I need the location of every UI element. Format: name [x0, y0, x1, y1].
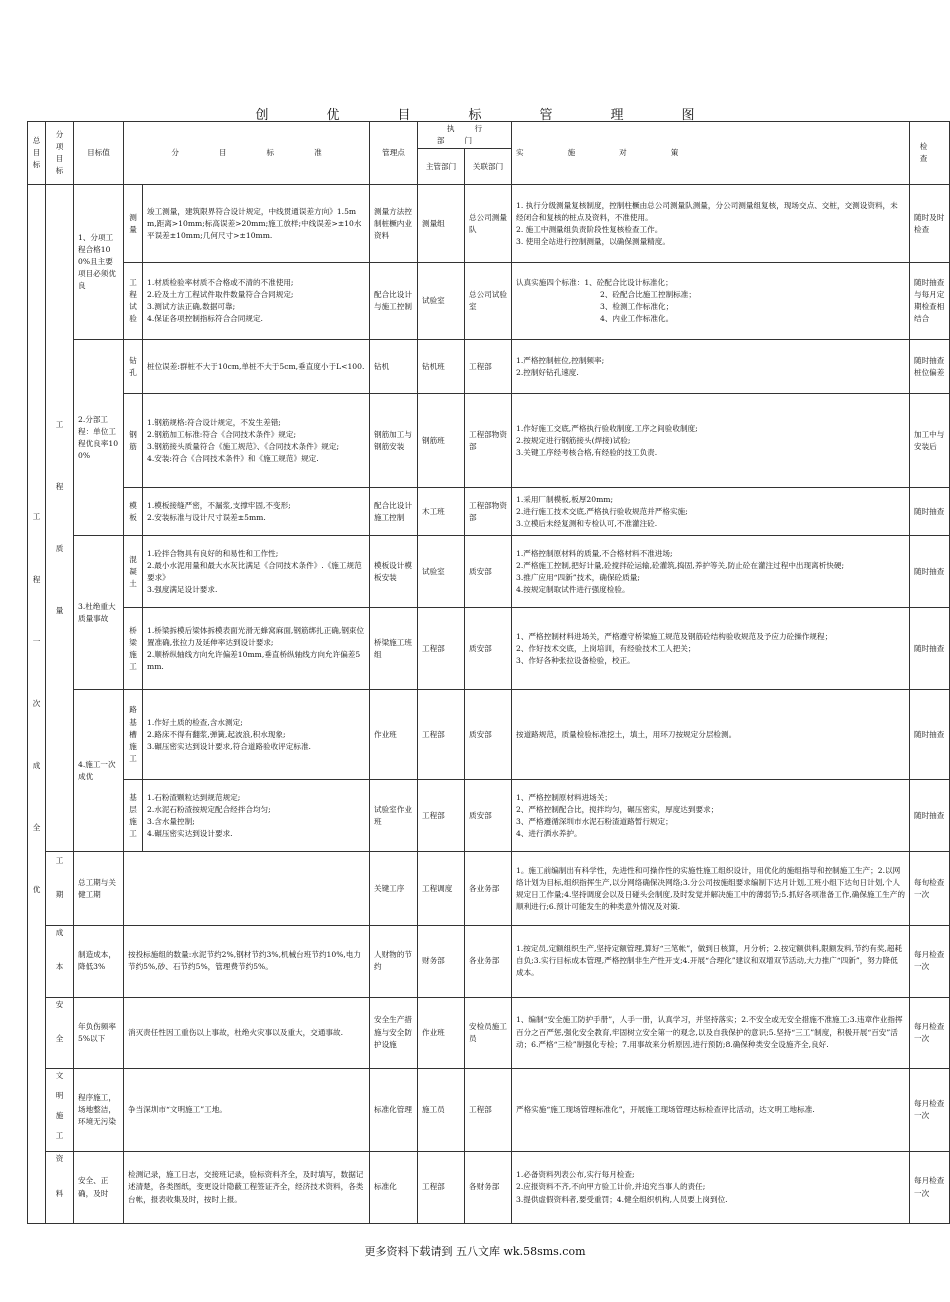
check-cell: 每月检查一次: [910, 1152, 950, 1223]
related-dept-cell: 质安部: [465, 690, 512, 780]
standard-cell: [143, 536, 370, 608]
text-line: 3.关键工序经考核合格,有经验的技工负责.: [516, 447, 658, 457]
related-dept-cell: 工程部物资部: [465, 488, 512, 536]
text-line: 3.提供虚假资料者,要受重罚；4.健全组织机构,人员要上岗到位.: [516, 1194, 728, 1204]
text-line: 3.碾压密实达到设计要求,符合道路验收评定标准.: [147, 741, 311, 751]
main-dept-cell: 作业班: [418, 997, 465, 1068]
measures-cell: [512, 780, 910, 852]
table-row: [28, 997, 950, 1068]
measures-cell: [512, 690, 910, 780]
text-line: 认真实施四个标准：1、砼配合比设计标准化；: [516, 278, 673, 287]
text-line: 1.砼拌合物具有良好的和易性和工作性;: [147, 548, 279, 558]
header-sub-goal: 分 项 目 标: [46, 122, 74, 185]
measures-cell: [512, 608, 910, 690]
text-line: 3.含水量控制;: [147, 816, 195, 826]
sub-goal-cell: 成 本: [46, 926, 74, 997]
table-row: [28, 608, 950, 690]
text-line: 4.安装:符合《合同技术条件》和《施工规范》规定.: [147, 453, 319, 463]
header-related-dept: 关联部门: [465, 149, 512, 185]
check-cell: 随时抽查: [910, 780, 950, 852]
text-line: 4.保证各项控制指标符合合同规定.: [147, 314, 263, 324]
table-row: [28, 536, 950, 608]
item-cell: 基 层 施 工: [124, 780, 143, 852]
measures-cell: [512, 185, 910, 263]
text-line: 2.控制好钻孔速度.: [516, 367, 579, 377]
sub-goal-cell: 资 料: [46, 1152, 74, 1223]
main-dept-cell: 工程部: [418, 780, 465, 852]
text-line: 2.顺桥纵轴线方向允许偏差10mm,垂直桥纵轴线方向允许偏差5mm.: [147, 649, 361, 671]
table-row: [28, 1068, 950, 1152]
related-dept-cell: 总公司试验室: [465, 263, 512, 340]
standard-cell: [143, 340, 370, 394]
measures-cell: [512, 852, 910, 926]
main-dept-cell: 木工班: [418, 488, 465, 536]
measures-cell: [512, 926, 910, 997]
table-row: [28, 926, 950, 997]
standard-cell: [143, 690, 370, 780]
text-line: 竣工测量，建筑限界符合设计规定，中线贯通误差方向》1.5mm,距离>10mm;标高误差>20mm;施工放样;中线误差>±10水平误差±10mm;几何尺寸>±10mm.: [147, 206, 362, 240]
check-cell: 每月检查一次: [910, 997, 950, 1068]
measures-cell: [512, 340, 910, 394]
control-point-cell: 钻机: [370, 340, 418, 394]
item-cell: 工 程 试 验: [124, 263, 143, 340]
control-point-cell: 关键工序: [370, 852, 418, 926]
table-row: [28, 1152, 950, 1223]
check-cell: 随时抽查: [910, 608, 950, 690]
text-line: 1.按定员,定额组织生产,坚持定额管理,算好“三笔帐”，做到日核算，月分析；2.按定额供料,限额发料,节约有奖,超耗自负;3.实行目标成本管理,严格控制非生产性开支;4.开展“合理化”建议和双增双节活动,大力推广“四新”，努力降低成本。: [516, 944, 903, 978]
target-value-cell: 1、分项工程合格100%且主要项目必须优良: [74, 185, 124, 340]
table-row: [28, 263, 950, 340]
check-cell: 每月检查一次: [910, 926, 950, 997]
main-dept-cell: 工程部: [418, 690, 465, 780]
standard-cell: [143, 488, 370, 536]
header-control-point: 管理点: [370, 122, 418, 185]
related-dept-cell: 质安部: [465, 608, 512, 690]
main-dept-cell: 工程部: [418, 608, 465, 690]
check-cell: 每月检查一次: [910, 1068, 950, 1152]
check-cell: 随时抽查: [910, 690, 950, 780]
target-value-cell: 年负伤频率5%以下: [74, 997, 124, 1068]
text-line: 1.钢筋规格:符合设计规定，不发生差错;: [147, 417, 281, 427]
control-point-cell: 安全生产措施与安全防护设施: [370, 997, 418, 1068]
control-point-cell: 模板设计模板安装: [370, 536, 418, 608]
standard-cell: [143, 185, 370, 263]
table-row: [28, 690, 950, 780]
header-check: 检查: [910, 122, 950, 185]
check-cell: 随时及时检查: [910, 185, 950, 263]
sub-goal-cell: 文 明 施 工: [46, 1068, 74, 1152]
measures-cell: [512, 394, 910, 488]
text-line: 4.按规定制取试件进行强度检验。: [516, 584, 630, 594]
header-total-goal: 总 目 标: [28, 122, 46, 185]
header-measures: 实施对策: [512, 122, 910, 185]
main-dept-cell: 试验室: [418, 263, 465, 340]
text-line: 1、编制“安全施工防护手册”，人手一册，认真学习，并坚持落实；2.不安全或无安全措施不准施工;3.违章作业指挥百分之百严惩,强化安全教育,牢固树立安全第一的观念,以及自我保护的意识;5.坚持“三工”制度，积极开展“百安”活动；6.严格“三检”制强化专检；7.用事故来分析原因,进行预防;8.确保种类安全设施齐全,良好.: [516, 1015, 903, 1049]
target-value-cell: 4.施工一次成优: [74, 690, 124, 852]
text-line: 2、砼配合比施工控制标准；: [600, 290, 696, 300]
text-line: 按道路规范，质量检验标准挖土，填土，用环刀按规定分层检测。: [516, 729, 737, 739]
quality-goal-cell: 工 程 质 量: [46, 185, 74, 852]
measures-cell: [512, 997, 910, 1068]
total-goal-cell: 工 程 一 次 成 全 优: [28, 185, 46, 1223]
text-line: 1. 执行分级测量复核制度，控制柱橛由总公司测量队测量，分公司测量组复核，现场交点、交桩，交测设资料，未经闭合和复核的桩点及资料，不准使用。: [516, 200, 898, 222]
check-cell: 加工中与安装后: [910, 394, 950, 488]
target-value-cell: 制造成本，降低3%: [74, 926, 124, 997]
text-line: 2.安装标准与设计尺寸误差±5mm.: [147, 512, 266, 522]
related-dept-cell: 工程部: [465, 1068, 512, 1152]
related-dept-cell: 安检员施工员: [465, 997, 512, 1068]
text-line: 3、作好各种张拉设备检验，校正。: [516, 655, 635, 665]
text-line: 2.路床不得有翻浆,弹簧,起波浪,积水现象;: [147, 729, 286, 739]
text-line: 2、严格控制配合比，搅拌均匀，碾压密实，厚度达到要求；: [516, 804, 719, 814]
text-line: 1、严格控制原材料进场关；: [516, 792, 612, 802]
table-row: [28, 852, 950, 926]
table-row: [28, 340, 950, 394]
target-value-cell: 2.分部工程：单位工程优良率100%: [74, 340, 124, 536]
control-point-cell: 测量方法控制桩橛内业资料: [370, 185, 418, 263]
related-dept-cell: 工程部: [465, 340, 512, 394]
related-dept-cell: 总公司测量队: [465, 185, 512, 263]
item-cell: 混 凝 土: [124, 536, 143, 608]
table-row: [28, 488, 950, 536]
text-line: 1.材质检验率材质不合格或不清的不准使用;: [147, 278, 294, 287]
measures-cell: [512, 1068, 910, 1152]
main-dept-cell: 施工员: [418, 1068, 465, 1152]
text-line: 2.进行施工技术交底,严格执行验收规范并严格实施;: [516, 506, 688, 516]
text-line: 1.严格控制原材料的质量,不合格材料不准进场;: [516, 548, 673, 558]
control-point-cell: 标准化管理: [370, 1068, 418, 1152]
text-line: 1.桥梁拆模后梁体拆模表面光滑无蜂窝麻面,钢筋绑扎正确,钢束位置准确,张拉力及延伸率达到设计要求;: [147, 625, 365, 647]
related-dept-cell: 工程部物资部: [465, 394, 512, 488]
header-exec-dept: 执行部门: [418, 122, 512, 149]
standard-cell: [143, 780, 370, 852]
table-row: [28, 780, 950, 852]
check-cell: 随时抽查: [910, 536, 950, 608]
measures-cell: [512, 1152, 910, 1223]
item-cell: 桥 梁 施 工: [124, 608, 143, 690]
check-cell: 随时抽查: [910, 488, 950, 536]
text-line: 2.严格施工控制,把好计量,砼搅拌砼运输,砼灌筑,捣固,养护等关,防止砼在灌注过程中出现离析快硬;: [516, 560, 845, 570]
item-cell: 测 量: [124, 185, 143, 263]
measures-cell: [512, 488, 910, 536]
main-dept-cell: 工程调度: [418, 852, 465, 926]
control-point-cell: 配合比设计与施工控制: [370, 263, 418, 340]
item-cell: 钻 孔: [124, 340, 143, 394]
header-sub-standard: 分目标准: [124, 122, 370, 185]
header-main-dept: 主管部门: [418, 149, 465, 185]
control-point-cell: 人财物的节约: [370, 926, 418, 997]
text-line: 2.水泥石粉渣按规定配合经拌合均匀;: [147, 804, 271, 814]
main-dept-cell: 钢筋班: [418, 394, 465, 488]
text-line: 3. 使用全站进行控制测量，以确保测量精度。: [516, 236, 670, 246]
target-value-cell: 总工期与关健工期: [74, 852, 124, 926]
text-line: 严格实施“施工现场管理标准化”，开展施工现场管理达标检查评比活动，达文明工地标准.: [516, 1105, 815, 1115]
control-point-cell: 配合比设计施工控制: [370, 488, 418, 536]
text-line: 1.模板接缝严密，不漏浆,支撑牢固,不变形;: [147, 500, 291, 510]
check-cell: 随时抽查桩位偏差: [910, 340, 950, 394]
text-line: 1、严格控制材料进场关，严格遵守桥梁施工规范及钢筋砼结构验收规范及予应力砼操作规程；: [516, 631, 833, 641]
text-line: 桩位误差:群桩不大于10cm,单桩不大于5cm,垂直度小于L<100.: [147, 361, 365, 371]
target-value-cell: 3.杜绝重大质量事故: [74, 536, 124, 690]
main-dept-cell: 测量组: [418, 185, 465, 263]
footer-link[interactable]: 更多资料下载请到 五八文库 wk.58sms.com: [364, 1245, 586, 1258]
control-point-cell: 试验室作业班: [370, 780, 418, 852]
control-point-cell: 桥梁施工班组: [370, 608, 418, 690]
related-dept-cell: 各财务部: [465, 1152, 512, 1223]
header-target-value: 目标值: [74, 122, 124, 185]
measures-cell: [512, 536, 910, 608]
item-cell: 模 板: [124, 488, 143, 536]
text-line: 2.钢筋加工标准:符合《合同技术条件》规定;: [147, 429, 297, 439]
text-line: 1.采用厂制模板,板厚20mm;: [516, 494, 614, 504]
standard-cell: [143, 394, 370, 488]
measures-cell: [512, 263, 910, 340]
text-line: 2.最小水泥用量和最大水灰比满足《合同技术条件》.《施工规范要求》: [147, 560, 362, 582]
text-line: 3.推广应用“四新”技术，确保砼质量;: [516, 572, 640, 582]
text-line: 3、检测工作标准化；: [600, 302, 674, 312]
main-dept-cell: 试验室: [418, 536, 465, 608]
sub-goal-cell: 工 期: [46, 852, 74, 926]
standard-cell: 按投标施组的数量:水泥节约2%,钢材节约3%,机械台班节约10%,电力节约5%,砂、石节约5%，管理费节约5%。: [124, 926, 370, 997]
text-line: 2.按规定进行钢筋接头(焊接)试验;: [516, 435, 631, 445]
related-dept-cell: 质安部: [465, 780, 512, 852]
related-dept-cell: 质安部: [465, 536, 512, 608]
table-row: [28, 394, 950, 488]
text-line: 3.测试方法正确,数据可靠;: [147, 302, 236, 312]
text-line: 2.应报资料不齐,不向甲方验工计价,并追究当事人的责任;: [516, 1182, 706, 1192]
related-dept-cell: 各业务部: [465, 926, 512, 997]
standard-cell: 检测记录，施工日志，交接班记录，验标资料齐全，及时填写，数据记述清楚，各类图纸，变更设计隐蔽工程签证齐全，经济技术资料，各类台帐，报表收集及时，按时上报。: [124, 1152, 370, 1223]
control-point-cell: 作业班: [370, 690, 418, 780]
check-cell: 随时抽查与每月定期检查相结合: [910, 263, 950, 340]
main-dept-cell: 财务部: [418, 926, 465, 997]
table-row: [28, 185, 950, 263]
control-point-cell: 钢筋加工与钢筋安装: [370, 394, 418, 488]
target-value-cell: 安全、正确，及时: [74, 1152, 124, 1223]
text-line: 1.作好土质的检查,含水测定;: [147, 717, 243, 727]
main-dept-cell: 钻机班: [418, 340, 465, 394]
standard-cell: [124, 852, 370, 926]
text-line: 2、作好技术交底，上岗培训，有经验技术工人把关；: [516, 643, 696, 653]
text-line: 3、严格遵循深圳市水泥石粉渣道路暂行规定；: [516, 816, 673, 826]
sub-goal-cell: 安 全: [46, 997, 74, 1068]
standard-cell: [143, 263, 370, 340]
text-line: 1.必备资料列表公布,实行每月检查;: [516, 1170, 635, 1180]
text-line: 1.作好施工交底,严格执行验收制度,工序之间验收制度;: [516, 423, 698, 433]
text-line: 3.钢筋接头质量符合《施工规范》、《合同技术条件》规定;: [147, 441, 340, 451]
item-cell: 路 基 槽 施 工: [124, 690, 143, 780]
page-title: 创优目标管理图: [255, 108, 753, 123]
standard-cell: 争当深圳市“文明施工”工地。: [124, 1068, 370, 1152]
check-cell: 每旬检查一次: [910, 852, 950, 926]
text-line: 4.碾压密实达到设计要求.: [147, 828, 233, 838]
text-line: 3.强度满足设计要求.: [147, 584, 218, 594]
control-point-cell: 标准化: [370, 1152, 418, 1223]
goal-management-table: [27, 121, 950, 1224]
text-line: 1.石粉渣颗粒达到规范规定;: [147, 792, 241, 802]
text-line: 2.砼及土方工程试件取件数量符合合同规定;: [147, 290, 294, 300]
text-line: 1。施工前编制出有科学性，先进性和可操作性的实施性施工组织设计，用优化的施组指导和控制施工生产；2.以网络计划为目标,组织指挥生产,以分网络确保决网络;3.分公司按施组要求编制下达月计划,工班小组下达旬日计划,个人规定日工作量;4.坚持调度会以及日碰头会制度,及时发觉并解决施工中的薄弱节;5.抓好各项准备工作,确保施工生产的顺利进行;6.预计可能发生的种类意外情况及对策.: [516, 865, 905, 911]
main-dept-cell: 工程部: [418, 1152, 465, 1223]
related-dept-cell: 各业务部: [465, 852, 512, 926]
text-line: 3.立模后未经复测和专检认可,不准灌注砼.: [516, 518, 658, 528]
standard-cell: [143, 608, 370, 690]
text-line: 1.严格控制桩位,控制频率;: [516, 355, 605, 365]
item-cell: 钢 筋: [124, 394, 143, 488]
text-line: 4、内业工作标准化。: [600, 314, 674, 324]
target-value-cell: 程序施工，场地整洁，环境无污染: [74, 1068, 124, 1152]
standard-cell: 消灭责任性因工重伤以上事故，杜绝火灾事以及重大，交通事故.: [124, 997, 370, 1068]
text-line: 2. 施工中测量组负责阶段性复核检查工作。: [516, 224, 663, 234]
text-line: 4、进行洒水养护。: [516, 828, 582, 838]
